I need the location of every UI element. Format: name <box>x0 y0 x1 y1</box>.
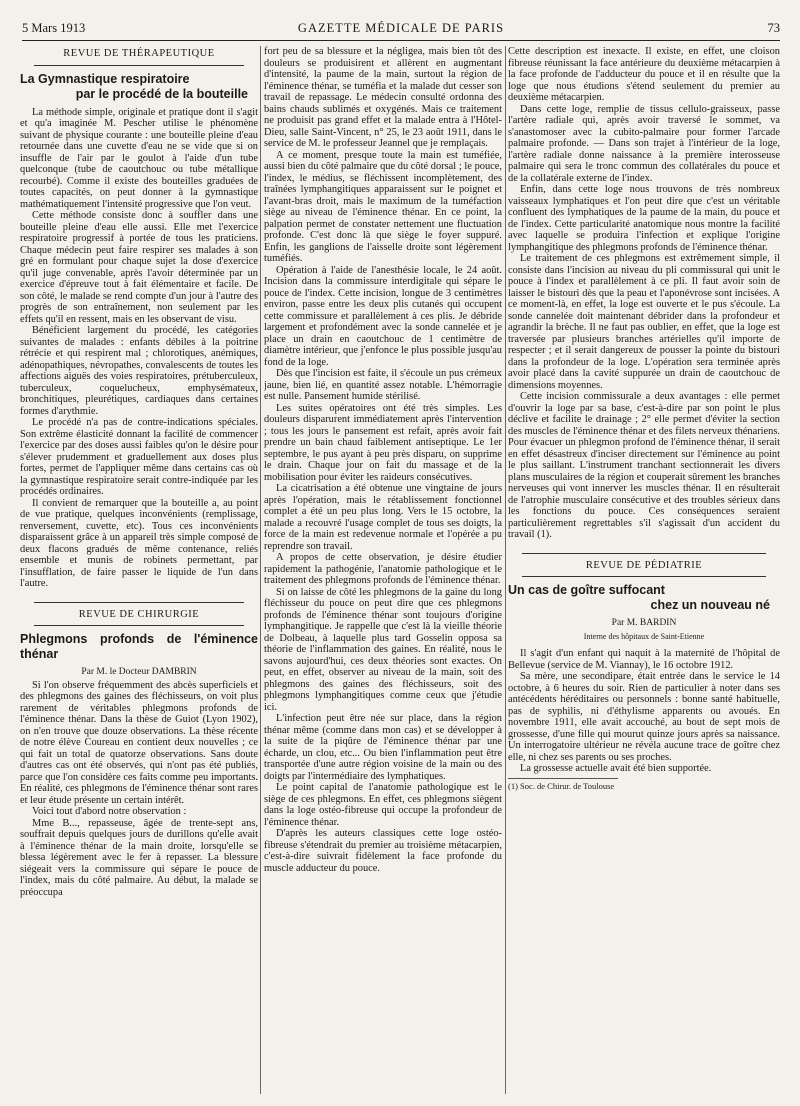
paragraph: Il convient de remarquer que la bouteille a, au point de vue pratique, quelques inconvénients (remplissage, renversement, cuvette, etc). Tous ces inconvénients disparaissent grâce à un appareil très simple composé de deux flacons gradués de même contenance, reliés ensemble et munis de robinets permettant, par l'insufflation, de faire passer le liquide de l'un dans l'autre. <box>20 497 258 589</box>
paragraph: Voici tout d'abord notre observation : <box>32 806 187 817</box>
paragraph: Si l'on observe fréquemment des abcès superficiels et des phlegmons des gaines des fléchisseurs, on voit plus rarement de véritables phlegmons profonds de l'éminence thénar. Dans la thèse de Guiot (Lyon 1902), on n'en trouve que douze observations. La thèse récente de notre élève Coureau en contient deux nouvelles ; ce qui fait un total de quatorze observations. Sans doute d'autres cas ont été observés, qui n'ont pas été publiés, parce que l'on considère ces faits comme peu importants. En réalité, ces phlegmons de l'éminence thénar sont rares et leur étude présente un certain intérêt. <box>20 679 258 806</box>
byline: Par M. le Docteur DAMBRIN <box>81 667 197 677</box>
paragraph: Dès que l'incision est faite, il s'écoule un pus crémeux jaune, bien lié, en quantité assez notable. L'hémorragie est nulle. Pansement humide stérilisé. <box>264 368 502 402</box>
column-3 <box>508 46 780 1096</box>
section-title-pediatrie: REVUE DE PÉDIATRIE <box>522 553 766 578</box>
section-title-chirurgie: REVUE DE CHIRURGIE <box>34 602 244 627</box>
paragraph: Dans cette loge, remplie de tissus cellulo-graisseux, passe l'artère radiale qui, après avoir traversé le sommet, va s'anastomoser avec la cubito-palmaire pour former l'arcade palmaire profonde. — Dans son trajet à l'intérieur de la loge, l'artère radiale donne naissance à la première interosseuse palmaire qui sera le tronc commun des collatérales du pouce et de la collatérale externe de l'index. <box>508 103 780 184</box>
running-header <box>22 18 780 41</box>
paragraph: Le traitement de ces phlegmons est extrêmement simple, il consiste dans l'incision au niveau du pli commissural qui unit le pouce à l'index et parallèlement à ce pli. Il faut avoir soin de laisser le bistouri dès que la peau et l'aponévrose sont incisées. A ce moment-là, en effet, la loge est ouverte et le pus s'écoule. La sonde cannelée doit maintenant débrider dans la profondeur et agrandir la brèche. Il ne faut pas oublier, en effet, que la loge est traversée par plusieurs branches artérielles qu'il importe de respecter ; et il serait dangereux de pousser la pointe du bistouri dans la profondeur de la loge. L'opération sera terminée après avoir placé dans la cavité suppurée un drain de caoutchouc de dimensions moyennes. <box>508 253 780 391</box>
paragraph: Cette incision commissurale a deux avantages : elle permet d'ouvrir la loge par sa base, c'est-à-dire par son point le plus déclive et facilite le drainage ; 2° elle permet d'éviter la section des muscles de l'éminence thénar et des filets nerveux thénariens. Pour évacuer un phlegmon profond de l'éminence thénar, il serait en effet désastreux d'inciser directement sur l'éminence au point le plus saillant. L'instrument tranchant sectionnerait les divers plans musculaires de la région et couperait sûrement les branches nerveuses qui vont innerver les muscles thénar. Il en résulterait de l'atrophie musculaire consécutive et des troubles sérieux dans les fonctions du pouce. Ces conséquences seraient particulièrement regrettables s'il s'agissait d'un accident du travail (1). <box>508 391 780 540</box>
issue-date: 5 Mars 1913 <box>22 21 86 35</box>
paragraph: A ce moment, presque toute la main est tuméfiée, aussi bien du côté palmaire que du côté dorsal ; le pouce, l'index, le médius, se fléchissent incomplètement, des traînées lymphangitiques apparaissent sur le poignet et l'avant-bras droit, mais le maximum de la tuméfaction siège au niveau de l'éminence thénar. En ce point, la palpation permet de constater nettement une fluctuation profonde. C'est donc là que siège le foyer suppuré. Enfin, les ganglions de l'aisselle droite sont légèrement tuméfiés. <box>264 149 502 264</box>
author-affiliation: Interne des hôpitaux de Saint-Etienne <box>583 631 705 641</box>
article-title-line: Un cas de goître suffocant <box>508 583 665 597</box>
paragraph: La grossesse actuelle avait été bien supportée. <box>520 763 712 774</box>
column-rule <box>505 46 506 1094</box>
footnote: (1) Soc. de Chirur. de Toulouse <box>508 780 615 791</box>
paragraph: Bénéficient largement du procédé, les catégories suivantes de malades : enfants débiles à la poitrine rétrécie et qui respirent mal ; chlorotiques, anémiques, adénopathiques, névropathes, convalescents de toutes les affections aiguës des voies respiratoires, prétuberculeux, tuberculeux, coquelucheux, emphysémateux, bronchitiques, pleurétiques, cardiaques dans certaines formes d'arythmie. <box>20 325 258 417</box>
paragraph: Enfin, dans cette loge nous trouvons de très nombreux vaisseaux lymphatiques et l'on peut dire que c'est un véritable confluent des lymphatiques de la paume de la main, du pouce et de l'index. Cette particularité anatomique nous montre la facilité avec laquelle se produira l'infection et explique l'origine lymphangitique des phlegmons profonds de l'éminence thénar. <box>508 184 780 253</box>
paragraph: Le point capital de l'anatomie pathologique est le siège de ces phlegmons. En effet, ces phlegmons siègent dans la loge ostéo-fibreuse qui occupe la profondeur de l'éminence thénar. <box>264 782 502 828</box>
paragraph: La méthode simple, originale et pratique dont il s'agit et qu'a imaginée M. Pescher utilise le phénomène suivant de physique courante : une bouteille pleine d'eau retournée dans une cuvette d'eau ne se vide que si on insuffle de l'air par le goulot à l'aide d'un tube quelconque (tube de caoutchouc ou tube métallique recourbé). Comme il existe des bouteilles graduées de toutes capacités, on peut donner à la gymnastique mathématiquement l'intensité progressive que l'on veut. <box>20 106 258 210</box>
article-title-phlegmons: Phlegmons profonds de l'éminence thénar <box>20 632 258 661</box>
byline: Par M. BARDIN <box>611 618 677 628</box>
article-title-line: par le procédé de la bouteille <box>75 86 248 101</box>
paragraph: Les suites opératoires ont été très simples. Les douleurs disparurent immédiatement après l'intervention ; tous les jours le pansement est refait, après avoir fait prendre un bain chaud faiblement antiseptique. Le 1er septembre, le pus ayant à peu près disparu, on supprime le drain. Chaque jour on fait du massage et de la mobilisation pour éviter les raideurs consécutives. <box>264 402 502 483</box>
paragraph: Sa mère, une secondipare, était entrée dans le service le 14 octobre, à 6 heures du soir. Rien de particulier à noter dans ses antécédents héréditaires ou personnels : bonne santé habituelle, pas de syphilis, ni d'éthylisme apparents ou avoués. En novembre 1911, elle avait accouché, au bout de sept mois de grossesse, d'une fille qui mourut quinze jours après sa naissance. Un interrogatoire ultérieur ne révéla aucune trace de goître chez elle, ni chez ses parents ou ses proches. <box>508 671 780 763</box>
paragraph: Le procédé n'a pas de contre-indications spéciales. Son extrême élasticité donnant la facilité de commencer l'exercice par des doses aussi faibles qu'on le désire pour s'élever prudemment et graduellement aux doses plus fortes, permet de l'appliquer même dans certains cas où la gymnastique respiratoire serait contre-indiquée par les procédés ordinaires. <box>20 417 258 497</box>
journal-title: GAZETTE MÉDICALE DE PARIS <box>297 21 505 35</box>
paragraph: fort peu de sa blessure et la négligea, mais bien tôt des douleurs se produisirent et allèrent en augmentant d'intensité, la paume de la main, surtout la région de l'éminence thénar, se tuméfia et la malade dut cesser son travail de repassage. Le médecin consulté ordonna des bains chauds sublimés et oxygénés. Mais ce traitement ne produisit pas grand effet et la malade entra à l'Hôtel-Dieu, salle Saint-Vincent, n° 25, le 23 août 1911, dans le service de M. le professeur Jeannel que je remplaçais. <box>264 46 502 149</box>
paragraph: L'infection peut être née sur place, dans la région thénar même (comme dans mon cas) et se développer à la suite de la piqûre de l'éminence thénar par une écharde, un clou, etc... Ou bien l'inflammation peut être transportée d'une autre région voisine de la main ou des doigts par l'intermédiaire des lymphatiques. <box>264 713 502 782</box>
paragraph: Opération à l'aide de l'anesthésie locale, le 24 août. Incision dans la commissure interdigitale qui sépare le pouce de l'index. Cette incision, longue de 3 centimètres environ, passe entre les deux plis cutanés qui occupent cette commissure et parallèlement à ces plis. Je débride largement et profondément avec la sonde cannelée et je place un drain en caoutchouc de 1 centimètre de diamètre intérieur, que j'enfonce le plus possible jusqu'au fond de la loge. <box>264 264 502 368</box>
section-title-therapeutique: REVUE DE THÉRAPEUTIQUE <box>34 46 244 66</box>
paragraph: Il s'agit d'un enfant qui naquit à la maternité de l'hôpital de Bellevue (service de M. Viannay), le 16 octobre 1912. <box>508 648 780 671</box>
paragraph: La cicatrisation a été obtenue une vingtaine de jours après l'opération, mais le rétablissement fonctionnel complet a été un peu plus long. Vers le 15 octobre, la malade a recouvré l'usage complet de tous ses doigts, la force de la main est redevenue normale et l'opérée a pu reprendre son travail. <box>264 483 502 552</box>
paragraph: D'après les auteurs classiques cette loge ostéo-fibreuse s'étendrait du premier au troisième métacarpien, c'est-à-dire suivrait fidèlement la face profonde du muscle adducteur du pouce. <box>264 828 502 874</box>
paragraph: Cette description est inexacte. Il existe, en effet, une cloison fibreuse réunissant la face antérieure du deuxième métacarpien à la face profonde de l'adducteur du pouce et il en résulte que la loge que nous étudions s'étend seulement du premier au deuxième métacarpien. <box>508 46 780 103</box>
article-title-line: La Gymnastique respiratoire <box>20 71 190 86</box>
article-title-line: chez un nouveau né <box>650 598 770 612</box>
article-title-goitre <box>508 583 780 613</box>
article-title-gymnastique <box>20 72 258 102</box>
column-1 <box>20 46 258 1096</box>
page-number: 73 <box>767 21 780 35</box>
paragraph: Si on laisse de côté les phlegmons de la gaine du long fléchisseur du pouce on peut dire que ces phlegmons profonds de l'éminence thénar sont toujours d'origine lymphangitique. Je rappelle que c'est là la vieille théorie de Dolbeau, à laquelle plus tard Gosselin opposa sa théorie de l'inflammation des gaines. En réalité, nous le savons aujourd'hui, ces deux théories sont exactes. On peut, en effet, observer au niveau de la main, soit des phlegmons des gaines des fléchisseurs, soit des phlegmons lymphangitiques comme ceux que j'étudie ici. <box>264 586 502 713</box>
paragraph: Mme B..., repasseuse, âgée de trente-sept ans, souffrait depuis quelques jours de durillons qu'elle avait à l'éminence thénar de la main droite, lorsqu'elle se blessa légèrement avec le fer à repasser. La blessure siégeait vers la commissure qui sépare le pouce de l'index, mais du côté palmaire. Au début, la malade se préoccupa <box>20 817 258 898</box>
footnote-block <box>508 778 780 793</box>
column-rule <box>260 46 261 1094</box>
paragraph: Cette méthode consiste donc à souffler dans une bouteille pleine d'eau elle aussi. Elle met l'exercice respiratoire progressif à portée de tous les praticiens. Chaque médecin peut faire respirer ses malades à son gré en formulant pour chaque sujet la dose d'exercice qu'il juge convenable, après l'avoir déterminée par un exercice d'épreuve tout à fait élémentaire et facile. De son côté, le malade se rend compte d'un jour à l'autre des progrès de son entraînement, non seulement par les effets qu'il en ressent, mais en les observant de visu. <box>20 210 258 325</box>
column-2 <box>264 46 502 1096</box>
paragraph: A propos de cette observation, je désire étudier rapidement la pathogénie, l'anatomie pathologique et le traitement des phlegmons profonds de l'éminence thénar. <box>264 552 502 586</box>
